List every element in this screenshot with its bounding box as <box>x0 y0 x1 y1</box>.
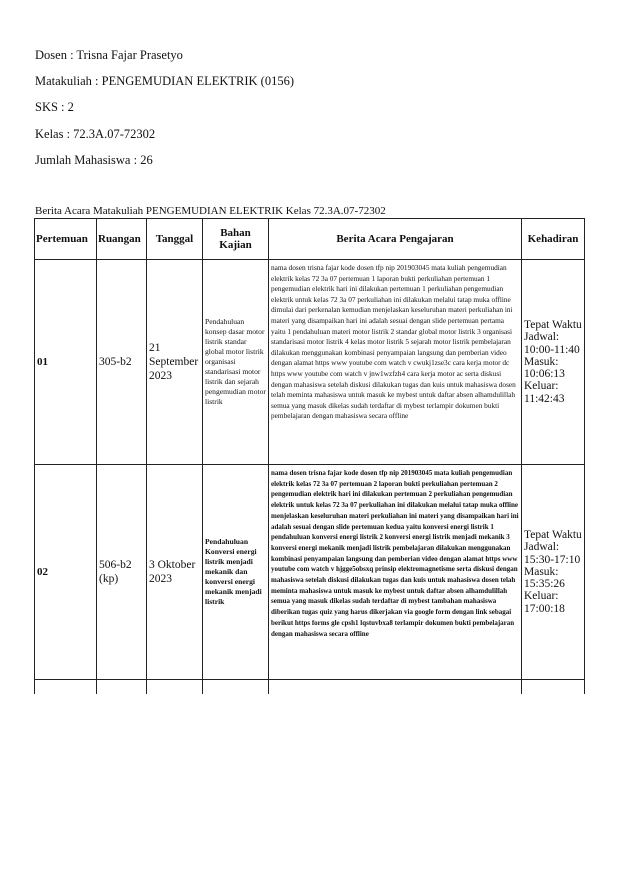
sks-line: SKS : 2 <box>35 100 74 114</box>
col-tanggal: Tanggal <box>147 219 203 260</box>
berita-acara-cell: nama dosen trisna fajar kode dosen tfp nip 201903045 mata kuliah pengemudian elektrik kelas 72 3a 07 pertemuan 1 laporan bukti perkuliahan pertemuan 1 pengemudian elektrik hari ini dilakukan pertemuan 1 perkuliahan pengemudian elektrik untuk kelas 72 3a 07 perkuliahan ini dilakukan melalui tatap muka offline dimulai dari perkenalan kemudian menjelaskan keseluruhan materi perkuliahan ini materi yang disampaikan hari ini adalah sesuai dengan slide pertemuan pertama yaitu 1 pendahuluan materi motor listrik 2 standar global motor listrik 3 organisasi standarisasi motor listrik 4 kelas motor listrik 5 sejarah motor listrik pembelajaran dilakukan menggunakan kombinasi penyampaian langsung dan pemberian video dengan alamat https www youtube com watch v cwukj1zse3c cara kerja motor dc https www youtube com watch v jnw1wzfzh4 cara kerja motor ac serta diskusi dengan mahasiswa setelah diskusi dilakukan tugas dan kuis untuk mahasiswa dosen telah meminta mahasiswa untuk masuk ke mybest untuk daftar absen alhamdulillah semua yang masuk dikelas sudah terdaftar di mybest terlampir dokumen bukti pembelajaran dengan mahasiswa secara offline <box>269 260 522 465</box>
jumlah-mahasiswa-line: Jumlah Mahasiswa : 26 <box>35 153 153 167</box>
tanggal-cell: 21 September 2023 <box>147 260 203 465</box>
empty-cell <box>203 680 269 695</box>
berita-acara-table <box>34 218 585 694</box>
kelas-line: Kelas : 72.3A.07-72302 <box>35 127 156 141</box>
ruangan-cell: 305-b2 <box>97 260 147 465</box>
col-bahan-kajian: Bahan Kajian <box>203 219 269 260</box>
empty-cell <box>147 680 203 695</box>
ruangan-cell: 506-b2 (kp) <box>97 465 147 680</box>
table-row-continuation <box>35 680 585 695</box>
tanggal-cell: 3 Oktober 2023 <box>147 465 203 680</box>
col-berita-acara: Berita Acara Pengajaran <box>269 219 522 260</box>
col-pertemuan: Pertemuan <box>35 219 97 260</box>
empty-cell <box>35 680 97 695</box>
table-row <box>35 465 585 680</box>
col-ruangan: Ruangan <box>97 219 147 260</box>
berita-acara-cell: nama dosen trisna fajar kode dosen tfp nip 201903045 mata kuliah pengemudian elektrik kelas 72 3a 07 pertemuan 2 laporan bukti perkuliahan pertemuan 2 pengemudian elektrik hari ini dilakukan pertemuan 2 perkuliahan pengemudian elektrik untuk kelas 72 3a 07 perkuliahan ini dilakukan melalui tatap muka offline menjelaskan keseluruhan materi perkuliahan ini materi yang disampaikan hari ini adalah sesuai dengan slide pertemuan kedua yaitu konversi energi listrik 1 pendahuluan konversi energi listrik 2 konversi energi listrik menjadi mekanik 3 konversi energi mekanik menjadi listrik pembelajaran dilakukan menggunakan kombinasi penyampaian langsung dan pemberian video dengan alamat https www youtube com watch v hjgge5obsxq prinsip elektromagnetisme serta diskusi dengan mahasiswa setelah diskusi dilakukan tugas dan kuis untuk mahasiswa dosen telah meminta mahasiswa untuk masuk ke mybest untuk daftar absen alhamdulillah semua yang masuk dikelas sudah terdaftar di mybest tambahan mahasiswa diberikan tugas quiz yang harus dikerjakan via google form dengan link sebagai berikut https forms gle cpsh1 lqstuvbxa8 terlampir dokumen bukti pembelajaran dengan mahasiswa secara offline <box>269 465 522 680</box>
pertemuan-cell: 02 <box>35 465 97 680</box>
pertemuan-cell: 01 <box>35 260 97 465</box>
table-header-row <box>35 219 585 260</box>
matakuliah-line: Matakuliah : PENGEMUDIAN ELEKTRIK (0156) <box>35 74 294 88</box>
kehadiran-cell: Tepat Waktu Jadwal: 15:30-17:10 Masuk: 15:35:26 Keluar: 17:00:18 <box>522 465 585 680</box>
empty-cell <box>97 680 147 695</box>
table-caption: Berita Acara Matakuliah PENGEMUDIAN ELEKTRIK Kelas 72.3A.07-72302 <box>35 205 386 217</box>
empty-cell <box>269 680 522 695</box>
empty-cell <box>522 680 585 695</box>
table-row <box>35 260 585 465</box>
dosen-line: Dosen : Trisna Fajar Prasetyo <box>35 48 183 62</box>
bahan-kajian-cell: Pendahuluan konsep dasar motor listrik standar global motor listrik organisasi standarisasi motor listrik dan sejarah pengemudian motor listrik <box>203 260 269 465</box>
kehadiran-cell: Tepat Waktu Jadwal: 10:00-11:40 Masuk: 10:06:13 Keluar: 11:42:43 <box>522 260 585 465</box>
col-kehadiran: Kehadiran <box>522 219 585 260</box>
bahan-kajian-cell: Pendahuluan Konversi energi listrik menjadi mekanik dan konversi energi mekanik menjadi listrik <box>203 465 269 680</box>
